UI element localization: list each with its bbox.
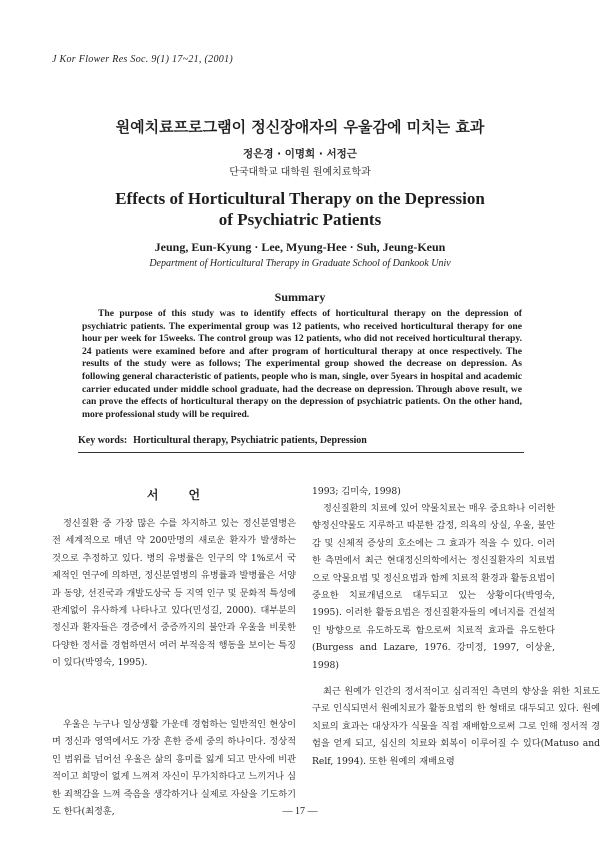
body-paragraph-left-1: 정신질환 중 가장 많은 수를 차지하고 있는 정신분열병은 전 세계적으로 매년 약 200만명의 새로운 환자가 발생하는 것으로 추정하고 있다. 병의 유병률은 인구의 약 1%로서 국제적인 연구에 의하면, 정신분열병의 유병률과 발병률은 서양과 동양, 선진국과 개발도상국 등 지역 인구 및 문화적 특성에 관계없이 유사하게 나타나고 있다(민성길, 2000). 대부분의 정신과 환자들은 경증에서 중증까지의 불안과 우울을 비롯한 다양한 정서를 경험하면서 여러 부적응적 행동을 보이는 특징이 있다(박영숙, 1995).	[52, 518, 296, 669]
keywords-label: Key words:	[78, 435, 128, 446]
journal-reference: J Kor Flower Res Soc. 9(1) 17~21, (2001)	[52, 54, 233, 65]
body-paragraph-left-2: 우울은 누구나 일상생활 가운데 경험하는 일반적인 현상이며 정신과 영역에서도 가장 흔한 증세 중의 하나이다. 정상적인 범위를 넘어선 우울은 삶의 흥미를 잃게 되고 만사에 비관적이고 희망이 없게 느껴져 자신이 무가치하다고 느끼거나 심한 죄책감을 느껴 죽음을 생각하거나 실제로 자살을 기도하기도 한다(최정훈,	[52, 719, 296, 818]
english-title-line-2: of Psychiatric Patients	[218, 210, 382, 229]
body-paragraph-right-2: 정신질환의 치료에 있어 약물치료는 매우 중요하나 이러한 향정신약물도 지루하고 따분한 감정, 의욕의 상실, 우울, 불안감 및 신체적 증상의 호소에는 그 효과가 적을 수 있다. 이러한 측면에서 최근 현대정신의학에서는 정신질환자의 치료법으로 약물요법 및 정신요법과 함께 치료적 환경과 활동요법이 중요한 치료개념으로 대두되고 있는 상황이다(박영숙, 1995). 이러한 활동요법은 정신질환자들의 에너지를 건설적인 방향으로 유도하도록 함으로써 치료적 효과를 유도한다(Burgess and Lazare, 1976. 강미정, 1997, 이상윤, 1998)	[312, 503, 555, 671]
korean-affiliation: 단국대학교 대학원 원예치료학과	[229, 167, 371, 178]
english-affiliation: Department of Horticultural Therapy in Graduate School of Dankook Univ	[149, 258, 451, 269]
english-title	[0, 188, 600, 230]
summary-heading: Summary	[274, 290, 326, 304]
keywords-text: Horticultural therapy, Psychiatric patients, Depression	[133, 435, 367, 446]
korean-authors: 정은경 · 이명희 · 서정근	[243, 148, 357, 160]
english-title-line-1: Effects of Horticultural Therapy on the Depression	[115, 189, 485, 208]
body-paragraph-right-1: 1993; 김미숙, 1998)	[312, 486, 401, 497]
page-number: — 17 —	[282, 806, 318, 817]
section-heading-introduction: 서언	[146, 488, 231, 502]
keywords	[78, 435, 367, 446]
keywords-divider	[78, 452, 524, 453]
body-paragraph-right-3: 최근 원예가 인간의 정서적이고 심리적인 측면의 향상을 위한 치료도구로 인식되면서 원예치료가 활동요법의 한 형태로 대두되고 있다. 원예치료의 효과는 대상자가 식물을 직접 재배함으로써 그로 인해 정서적 경험을 얻게 되고, 심신의 치료와 회복이 이루어질 수 있다(Matuso and Relf, 1994). 또한 원예의 재배요령	[312, 686, 600, 767]
summary-abstract: The purpose of this study was to identify effects of horticultural therapy on the depression of psychiatric patients. The experimental group was 12 patients, who received horticultural therapy for one hour per week for 15weeks. The control group was 12 patients, who did not received horticultural therapy. 24 patients were examined before and after program of horticultural therapy at once respectively. The results of the study were as follows; The experimental group showed the decrease on depression. As following general characteristic of patients, people who is man, single, over 5years in hospital and academic carrier educated under middle school graduate, had the decrease on depression. Through above result, we can prove the effects of horticultural therapy on the depression of psychiatric patients. On the other hand, more professional study will be required.	[82, 308, 522, 420]
korean-title: 원예치료프로그램이 정신장애자의 우울감에 미치는 효과	[115, 118, 485, 136]
english-authors: Jeung, Eun-Kyung · Lee, Myung-Hee · Suh, Jeung-Keun	[154, 240, 446, 254]
